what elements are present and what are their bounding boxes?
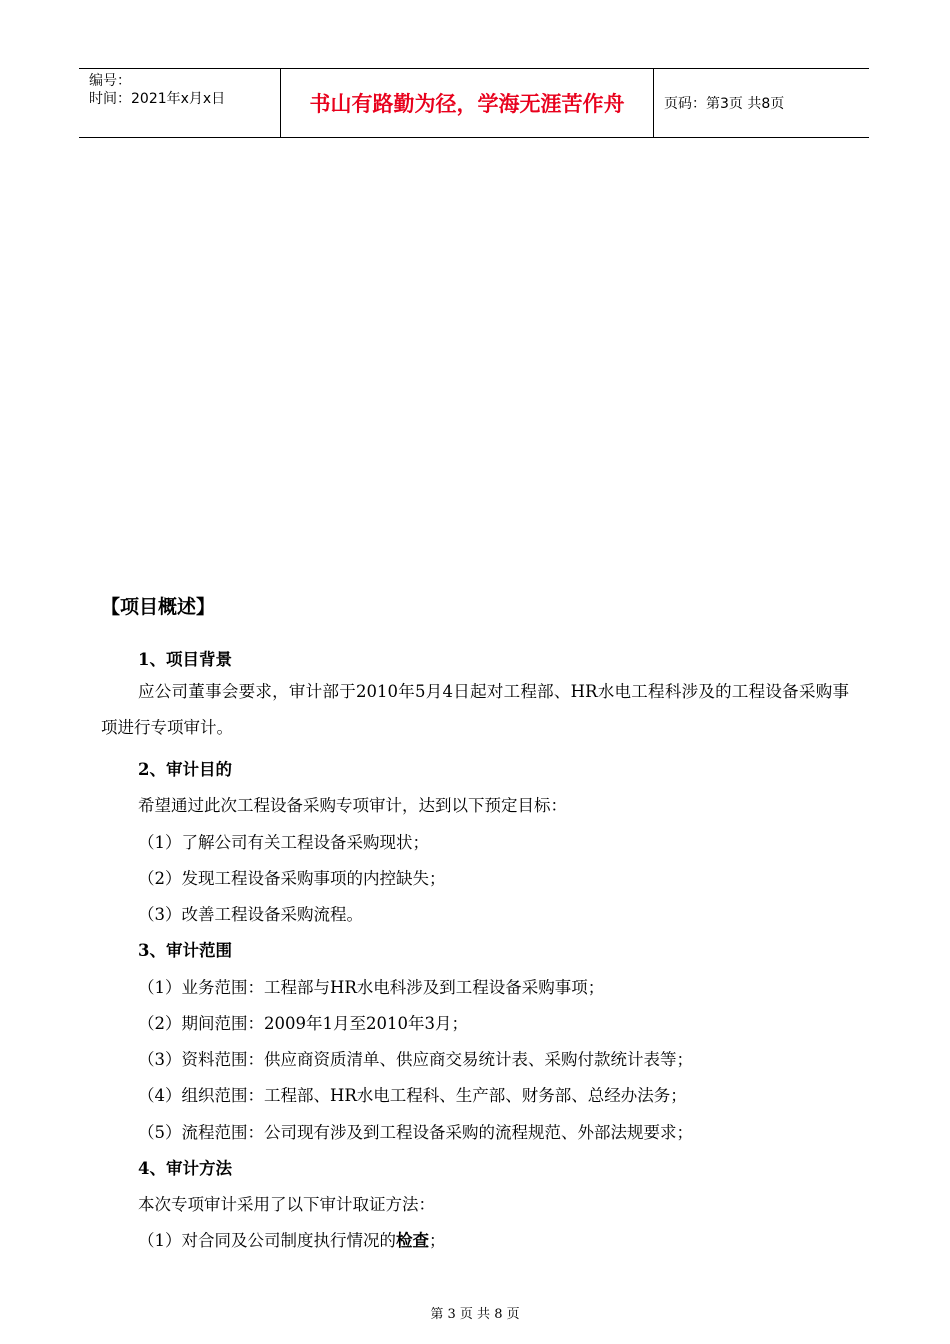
header-page-info: 页码：第3页 共8页 xyxy=(664,96,785,112)
page-footer: 第 3 页 共 8 页 xyxy=(430,1307,520,1322)
header-meta-cell xyxy=(79,69,281,137)
list-item: （3）资料范围：供应商资质清单、供应商交易统计表、采购付款统计表等； xyxy=(138,1050,693,1069)
heading-audit-scope: 3、审计范围 xyxy=(138,941,232,960)
heading-audit-purpose: 2、审计目的 xyxy=(138,760,232,779)
heading-audit-method: 4、审计方法 xyxy=(138,1159,232,1178)
list-item: （4）组织范围：工程部、HR水电工程科、生产部、财务部、总经办法务； xyxy=(138,1086,687,1105)
list-item: （2）发现工程设备采购事项的内控缺失； xyxy=(138,869,446,888)
document-number-label: 编号： xyxy=(89,73,131,89)
section-title: 【项目概述】 xyxy=(101,596,216,618)
list-item: （2）期间范围：2009年1月至2010年3月； xyxy=(138,1014,468,1033)
paragraph-audit-purpose: 希望通过此次工程设备采购专项审计，达到以下预定目标： xyxy=(138,796,567,815)
list-item: （1）业务范围：工程部与HR水电科涉及到工程设备采购事项； xyxy=(138,978,605,997)
method-suffix: ； xyxy=(429,1231,446,1250)
heading-project-background: 1、项目背景 xyxy=(138,650,232,669)
list-item: （3）改善工程设备采购流程。 xyxy=(138,905,363,924)
list-item: （1）了解公司有关工程设备采购现状； xyxy=(138,833,429,852)
method-text: （1）对合同及公司制度执行情况的 xyxy=(138,1231,396,1250)
document-time-label: 时间：2021年x月x日 xyxy=(89,91,226,107)
list-item: （5）流程范围：公司现有涉及到工程设备采购的流程规范、外部法规要求； xyxy=(138,1123,693,1142)
list-item xyxy=(138,1227,446,1251)
page-header xyxy=(79,68,869,138)
paragraph-audit-method: 本次专项审计采用了以下审计取证方法： xyxy=(138,1195,435,1214)
method-emphasis: 检查 xyxy=(396,1231,429,1250)
header-motto: 书山有路勤为径，学海无涯苦作舟 xyxy=(281,69,654,137)
paragraph-project-background: 应公司董事会要求，审计部于2010年5月4日起对工程部、HR水电工程科涉及的工程设备采购事项进行专项审计。 xyxy=(101,682,849,737)
